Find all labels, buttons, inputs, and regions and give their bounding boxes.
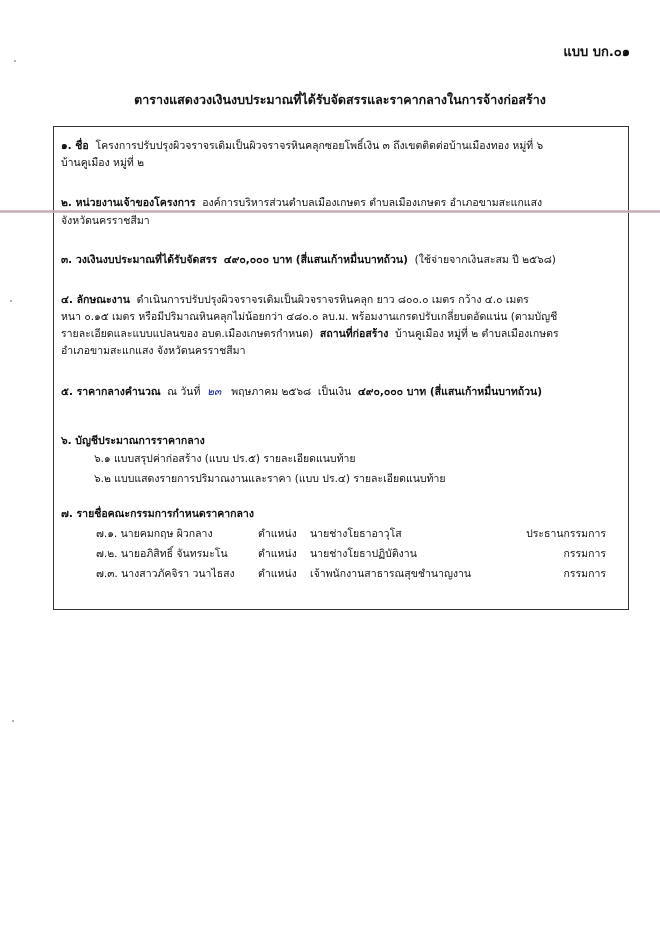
item3-note: (ใช้จ่ายจากเงินสะสม ปี ๒๕๖๘)	[414, 254, 556, 266]
item2-line1	[61, 195, 621, 212]
scan-speck	[10, 300, 12, 302]
member-2-role: กรรมการ	[563, 548, 606, 560]
item4-label: ๔. ลักษณะงาน	[61, 294, 130, 306]
member-3-position: เจ้าพนักงานสาธารณสุขชำนาญงาน	[310, 568, 472, 580]
item1-line2: บ้านคูเมือง หมู่ที่ ๒	[61, 157, 145, 169]
member-2-position: นายช่างโยธาปฏิบัติงาน	[310, 548, 417, 560]
member-1-pos-label: ตำแหน่ง	[258, 528, 297, 540]
item4-line1	[61, 292, 621, 309]
document-title: ตารางแสดงวงเงินงบประมาณที่ได้รับจัดสรรและราคากลางในการจ้างก่อสร้าง	[134, 92, 546, 107]
item1-label: ๑. ชื่อ	[61, 140, 89, 152]
item4-line4: อำเภอขามสะแกแสง จังหวัดนครราชสีมา	[61, 345, 246, 357]
item4-text1: ดำเนินการปรับปรุงผิวจราจรเดิมเป็นผิวจราจรหินคลุก ยาว ๘๐๐.๐ เมตร กว้าง ๔.๐ เมตร	[136, 294, 529, 306]
member-1-role: ประธานกรรมการ	[526, 528, 606, 540]
item6-label: ๖. บัญชีประมาณการราคากลาง	[61, 435, 205, 447]
member-2-pos-label: ตำแหน่ง	[258, 548, 297, 560]
scan-speck	[12, 720, 14, 722]
item2-line2: จังหวัดนครราชสีมา	[61, 215, 150, 227]
item5-month-year: พฤษภาคม ๒๕๖๘	[231, 386, 312, 398]
item2-label: ๒. หน่วยงานเจ้าของโครงการ	[61, 197, 196, 209]
item5-line	[61, 384, 621, 401]
item5-amount-prefix: เป็นเงิน	[317, 386, 352, 398]
item4-site-label: สถานที่ก่อสร้าง	[319, 328, 389, 340]
member-3-name: ๗.๓. นางสาวภัคจิรา วนาไธสง	[96, 568, 235, 580]
item3-label: ๓. วงเงินงบประมาณที่ได้รับจัดสรร	[61, 254, 218, 266]
member-3-pos-label: ตำแหน่ง	[258, 568, 297, 580]
item6-sub-1: ๖.๑ แบบสรุปค่าก่อสร้าง (แบบ ปร.๕) รายละเอียดแนบท้าย	[94, 453, 356, 465]
form-code: แบบ บก.๐๑	[563, 45, 630, 60]
item2-text1: องค์การบริหารส่วนตำบลเมืองเกษตร ตำบลเมืองเกษตร อำเภอขามสะแกแสง	[202, 197, 543, 209]
item5-day-handwritten: ๒๓	[207, 386, 222, 398]
item4-line2: หนา ๐.๑๕ เมตร หรือมีปริมาณหินคลุกไม่น้อยกว่า ๔๘๐.๐ ลบ.ม. พร้อมงานเกรดปรับเกลี่ยบดอัดแน่น (ตามบัญชี	[61, 311, 558, 323]
item1-line1	[61, 138, 621, 155]
item5-amount: ๔๙๐,๐๐๐ บาท (สี่แสนเก้าหมื่นบาทถ้วน)	[357, 386, 543, 398]
member-1-name: ๗.๑. นายคมกฤษ ผิวกลาง	[96, 528, 213, 540]
item5-date-prefix: ณ วันที่	[167, 386, 201, 398]
item3-line	[61, 252, 621, 269]
item6-sub-2: ๖.๒ แบบแสดงรายการปริมาณงานและราคา (แบบ ปร.๔) รายละเอียดแนบท้าย	[94, 473, 446, 485]
member-2-name: ๗.๒. นายอภิสิทธิ์ จันทรมะโน	[96, 548, 228, 560]
item4-text3a: รายละเอียดและแบบแปลนของ อบต.เมืองเกษตรกำหนด)	[61, 328, 314, 340]
member-3-role: กรรมการ	[563, 568, 606, 580]
item3-amount: ๔๙๐,๐๐๐ บาท (สี่แสนเก้าหมื่นบาทถ้วน)	[223, 254, 408, 266]
item5-label: ๕. ราคากลางคำนวณ	[61, 386, 161, 398]
item4-line3	[61, 326, 621, 343]
item4-text3b: บ้านคูเมือง หมู่ที่ ๒ ตำบลเมืองเกษตร	[395, 328, 559, 340]
item1-text1: โครงการปรับปรุงผิวจราจรเดิมเป็นผิวจราจรหินคลุกซอยโพธิ์เงิน ๓ ถึงเขตติดต่อบ้านเมืองทอง หมู่ที่ ๖	[95, 140, 544, 152]
scan-speck	[14, 60, 16, 62]
member-1-position: นายช่างโยธาอาวุโส	[310, 528, 402, 540]
item7-label: ๗. รายชื่อคณะกรรมการกำหนดราคากลาง	[61, 508, 254, 520]
